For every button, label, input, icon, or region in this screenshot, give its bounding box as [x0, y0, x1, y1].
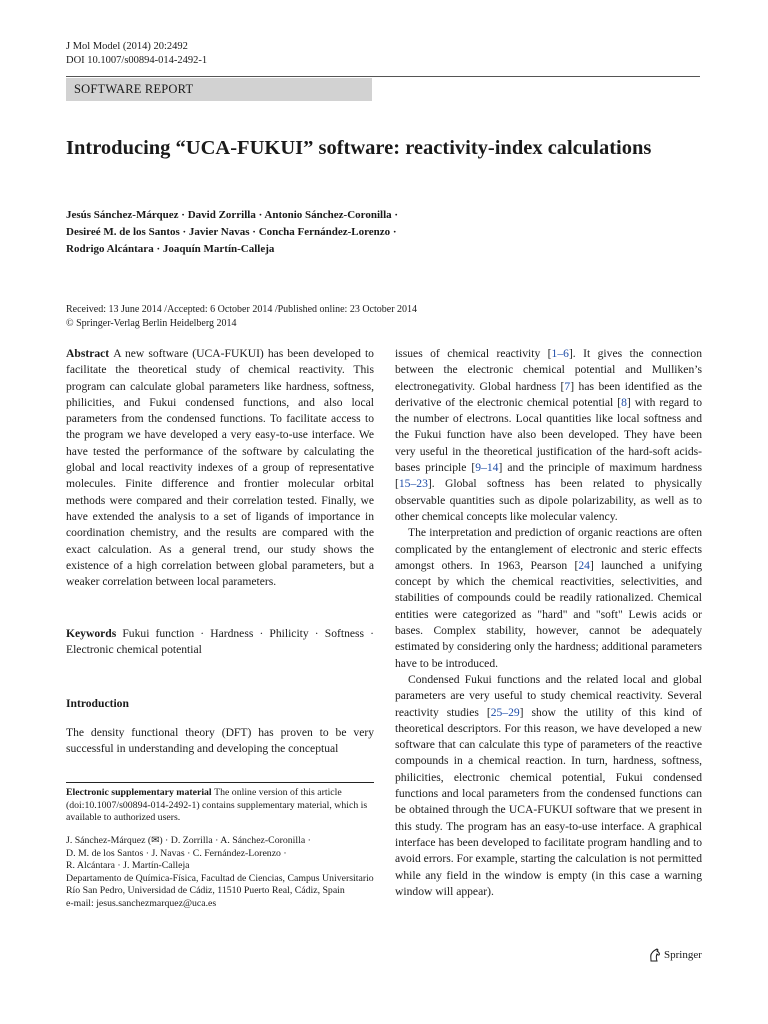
section-label: SOFTWARE REPORT [66, 78, 372, 101]
affiliation-address: Departamento de Química-Física, Facultad de Ciencias, Campus Universitario Río San Pedro, Universidad de Cádiz, 11510 Puerto Real, Cádiz, Spain [66, 872, 374, 897]
keywords [66, 626, 374, 659]
affiliation-authors: J. Sánchez-Márquez (✉) · D. Zorrilla · A. Sánchez-Coronilla · [66, 835, 311, 846]
citation-link[interactable]: 15–23 [398, 477, 428, 491]
footnote-rule [66, 782, 374, 783]
text-run: ] has been identified as the derivative of the electronic chemical potential [ [395, 379, 702, 409]
publisher-name: Springer [664, 949, 702, 961]
author-line: Desireé M. de los Santos · Javier Navas · Concha Fernández-Lorenzo · [66, 226, 397, 238]
citation-link[interactable]: 25–29 [490, 705, 520, 719]
supplementary-note [66, 787, 374, 825]
publication-dates [66, 303, 417, 331]
author-line: Jesús Sánchez-Márquez · David Zorrilla · Antonio Sánchez-Coronilla · [66, 209, 399, 221]
publisher-logo [648, 947, 702, 963]
author-line: Rodrigo Alcántara · Joaquín Martín-Calleja [66, 243, 275, 255]
author-affiliation [66, 835, 374, 911]
copyright: © Springer-Verlag Berlin Heidelberg 2014 [66, 318, 237, 329]
abstract [66, 346, 374, 590]
text-run: issues of chemical reactivity [ [395, 347, 552, 360]
springer-horse-icon [648, 948, 661, 962]
introduction-paragraph: The density functional theory (DFT) has proven to be very successful in understanding and developing the conceptual [66, 726, 374, 756]
citation-link[interactable]: 8 [621, 395, 627, 409]
header-rule [66, 76, 700, 77]
supplementary-text: The online version of this article (doi:10.1007/s00894-014-2492-1) contains supplementary material, which is available to authorized users. [66, 787, 368, 824]
text-run: ]. It gives the connection between the electronic chemical potential and Mulliken’s electronegativity. Global hardness [ [395, 347, 702, 393]
paper-title: Introducing “UCA-FUKUI” software: reactivity-index calculations [66, 137, 652, 159]
journal-citation: J Mol Model (2014) 20:2492 [66, 41, 188, 52]
text-run: ] launched a unifying concept by which the chemical reactivities, selectivities, and stabilities of compounds could be readily rationalized. Chemical entities were categorized as "hard" and "soft" Lewis acids or bases. Complex stability, however, cannot be adequately estimated by considering only the hardness; additional parameters have to be introduced. [395, 558, 702, 670]
paragraph-3 [395, 672, 702, 900]
author-list [66, 207, 686, 258]
affiliation-authors: D. M. de los Santos · J. Navas · C. Fernández-Lorenzo · [66, 847, 287, 859]
introduction-heading: Introduction [66, 697, 129, 710]
abstract-text: A new software (UCA-FUKUI) has been developed to facilitate the theoretical study of chemical reactivity. This program can calculate global parameters like hardness, softness, philicities, and Fukui condensed functions, and also local parameters from the condensed functions. To facilitate access to the program we have developed a very easy-to-use interface. We have tested the performance of the software by calculating the global and local reactivity indexes of a group of representative molecules. Finite difference and frontier molecular orbital methods were compared and their correlation tested. Finally, we have extended the analysis to a set of ligands of importance in coordination chemistry, and the results are compared with the exact calculation. As a general trend, our study shows the existence of a high correlation between global parameters, but a weaker correlation between local parameters. [66, 347, 374, 589]
citation-link[interactable]: 7 [564, 379, 571, 393]
supplementary-label: Electronic supplementary material [66, 787, 212, 798]
keywords-label: Keywords [66, 627, 117, 640]
keywords-text: Fukui function · Hardness · Philicity · Softness · Electronic chemical potential [66, 627, 374, 657]
citation-link[interactable]: 1–6 [551, 347, 569, 360]
text-run: ] show the utility of this kind of theoretical descriptors. For this reason, we have developed a new software that can calculate this type of parameters of the reactive compounds in a chemical reaction. In turn, hardness, softness, philicities, electronic chemical potential, Fukui condensed functions and local parameters from the condensed functions can be obtained through the UCA-FUKUI software that we present in this study. The program has an easy-to-use interface. A graphical interface has been developed to facilitate program handling and to avoid errors. For example, starting the calculation is not permitted while any field in the window is empty (in this case a warning window will appear). [395, 705, 702, 898]
contact-email[interactable]: e-mail: jesus.sanchezmarquez@uca.es [66, 897, 217, 909]
body-right-column [395, 346, 702, 900]
paragraph-2 [395, 525, 702, 672]
text-run: ]. Global softness has been related to physically observable quantities such as dipole polarizability, as well as to other chemical concepts like molecular valency. [395, 477, 702, 523]
abstract-label: Abstract [66, 347, 110, 360]
affiliation-authors: R. Alcántara · J. Martín-Calleja [66, 860, 190, 872]
text-run: ] and the principle of maximum hardness [ [395, 461, 702, 491]
text-run: ] with regard to the number of electrons. Local quantities like local softness and the Fukui function have also been developed. They have been very useful in the theoretical justification of the hard-soft acids-bases principle [ [395, 395, 702, 475]
introduction-text [66, 725, 374, 758]
citation-link[interactable]: 9–14 [475, 461, 499, 475]
received-dates: Received: 13 June 2014 /Accepted: 6 October 2014 /Published online: 23 October 2014 [66, 304, 418, 315]
text-run: The interpretation and prediction of organic reactions are often complicated by the entanglement of electronic and steric effects amongst others. In 1963, Pearson [ [395, 526, 702, 572]
paragraph-1 [395, 346, 702, 525]
journal-meta [66, 40, 207, 68]
text-run: Condensed Fukui functions and the related local and global parameters are very useful to study chemical reactivity. Several reactivity studies [ [395, 672, 702, 719]
doi: DOI 10.1007/s00894-014-2492-1 [66, 55, 208, 66]
citation-link[interactable]: 24 [578, 558, 590, 572]
